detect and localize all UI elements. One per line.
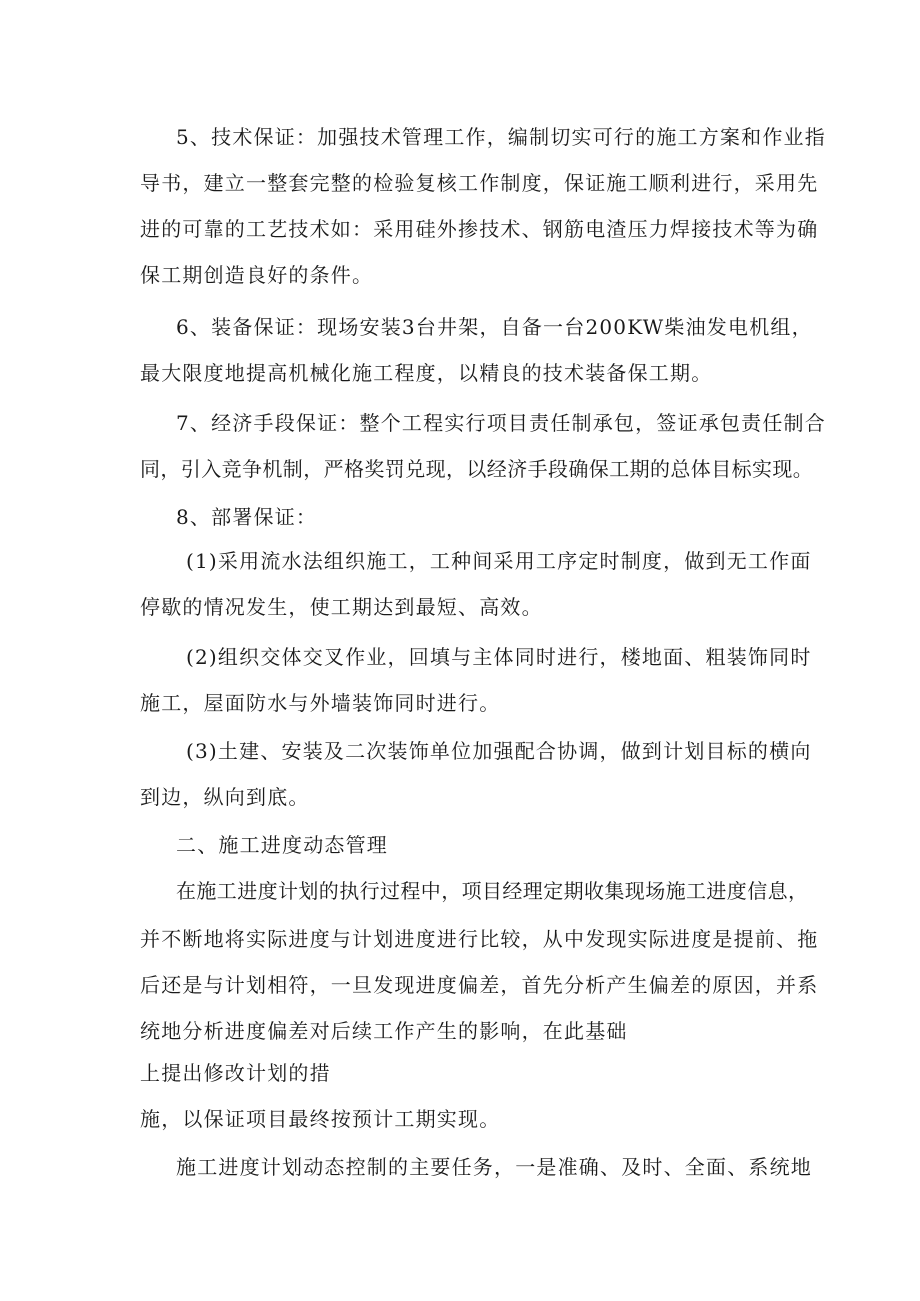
paragraph-5-line-1: 5、技术保证：加强技术管理工作，编制切实可行的施工方案和作业指 xyxy=(176,125,826,149)
item-3-line-1: (3)土建、安装及二次装饰单位加强配合协调，做到计划目标的横向 xyxy=(186,739,812,763)
section-heading: 二、施工进度动态管理 xyxy=(176,833,388,857)
item-2-line-2: 施工，屋面防水与外墙装饰同时进行。 xyxy=(140,691,501,715)
paragraph-5-line-2: 导书，建立一整套完整的检验复核工作制度，保证施工顺利进行，采用先 xyxy=(140,171,819,195)
item-3-line-2: 到边，纵向到底。 xyxy=(140,785,310,809)
paragraph-8-heading: 8、部署保证： xyxy=(176,505,318,529)
paragraph-7-line-1: 7、经济手段保证：整个工程实行项目责任制承包，签证承包责任制合 xyxy=(176,411,826,435)
paragraph-5-line-3: 进的可靠的工艺技术如：采用硅外掺技术、钢筋电渣压力焊接技术等为确 xyxy=(140,217,819,241)
paragraph-5-line-4: 保工期创造良好的条件。 xyxy=(140,263,374,287)
final-paragraph-line-1: 施工进度计划动态控制的主要任务，一是准确、及时、全面、系统地 xyxy=(176,1155,812,1179)
item-1-line-2: 停歇的情况发生，使工期达到最短、高效。 xyxy=(140,595,543,619)
item-2-line-1: (2)组织交体交叉作业，回填与主体同时进行，楼地面、粗装饰同时 xyxy=(186,645,812,669)
paragraph-6-line-1: 6、装备保证：现场安装3台井架，自备一台200KW柴油发电机组， xyxy=(176,315,813,339)
section-paragraph-line-5: 上提出修改计划的措 xyxy=(140,1061,331,1085)
paragraph-6-line-2: 最大限度地提高机械化施工程度，以精良的技术装备保工期。 xyxy=(140,361,713,385)
item-1-line-1: (1)采用流水法组织施工，工种间采用工序定时制度，做到无工作面 xyxy=(186,549,812,573)
paragraph-7-line-2: 同，引入竞争机制，严格奖罚兑现，以经济手段确保工期的总体目标实现。 xyxy=(140,457,814,481)
section-paragraph-line-1: 在施工进度计划的执行过程中，项目经理定期收集现场施工进度信息， xyxy=(176,879,809,903)
section-paragraph-line-3: 后还是与计划相符，一旦发现进度偏差，首先分析产生偏差的原因，并系 xyxy=(140,973,819,997)
section-paragraph-line-6: 施，以保证项目最终按预计工期实现。 xyxy=(140,1107,501,1131)
section-paragraph-line-2: 并不断地将实际进度与计划进度进行比较，从中发现实际进度是提前、拖 xyxy=(140,927,819,951)
section-paragraph-line-4: 统地分析进度偏差对后续工作产生的影响，在此基础 xyxy=(140,1019,628,1043)
